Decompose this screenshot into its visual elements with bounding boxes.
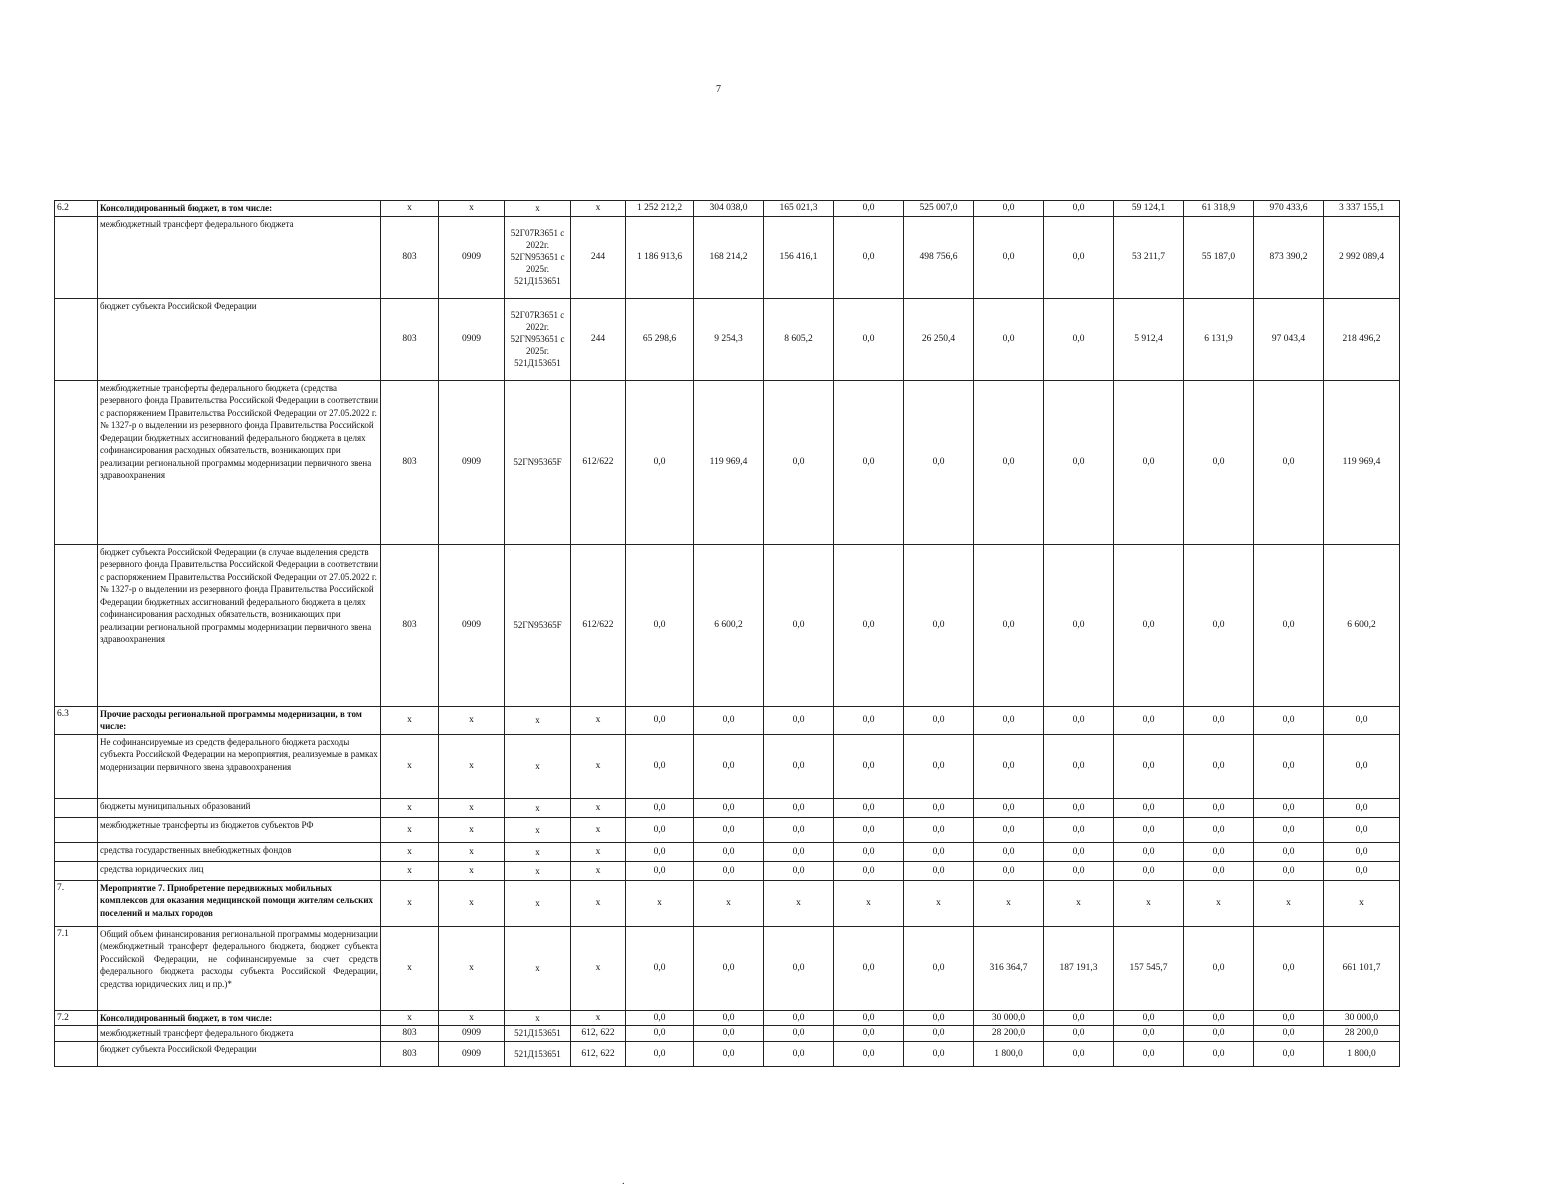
table-row [55,798,1400,817]
row-name: Мероприятие 7. Приобретение передвижных мобильных комплексов для оказания медицинской помощи жителям сельских поселений и малых городов [98,880,381,926]
cell-col-2: 0909 [439,1041,505,1066]
cell-col-8: 0,0 [834,706,904,734]
row-name: средства государственных внебюджетных фондов [98,842,381,861]
cell-col-4: 612/622 [571,380,626,544]
cell-col-2: x [439,706,505,734]
cell-col-3: x [505,817,571,842]
cell-col-13: 55 187,0 [1184,216,1254,298]
cell-col-10: 0,0 [974,861,1044,880]
cell-col-10: 0,0 [974,706,1044,734]
row-number [55,842,98,861]
cell-col-12: 0,0 [1114,842,1184,861]
cell-col-4: x [571,842,626,861]
cell-col-4: x [571,734,626,798]
table-row [55,926,1400,1010]
cell-col-11: 0,0 [1044,817,1114,842]
cell-col-9: 498 756,6 [904,216,974,298]
cell-col-12: 0,0 [1114,1041,1184,1066]
row-name: бюджет субъекта Российской Федерации [98,298,381,380]
cell-col-2: x [439,798,505,817]
cell-col-11: 187 191,3 [1044,926,1114,1010]
cell-col-15: 0,0 [1324,706,1400,734]
cell-col-15: 2 992 089,4 [1324,216,1400,298]
row-name: бюджеты муниципальных образований [98,798,381,817]
cell-col-6: 0,0 [694,1010,764,1026]
cell-col-8: 0,0 [834,1010,904,1026]
cell-col-14: 970 433,6 [1254,201,1324,217]
row-name: Не софинансируемые из средств федерального бюджета расходы субъекта Российской Федерации на мероприятия, реализуемые в рамках модернизации первичного звена здравоохранения [98,734,381,798]
table-row [55,706,1400,734]
cell-col-12: 0,0 [1114,817,1184,842]
cell-col-12: 0,0 [1114,706,1184,734]
cell-col-6: 304 038,0 [694,201,764,217]
cell-col-7: 0,0 [764,734,834,798]
cell-col-15: 0,0 [1324,817,1400,842]
cell-col-12: 0,0 [1114,1010,1184,1026]
cell-col-5: x [626,880,694,926]
cell-col-6: 0,0 [694,926,764,1010]
cell-col-3: 52Г07R3651 с 2022г. 52ГN953651 с 2025г. 521Д153651 [505,298,571,380]
cell-col-9: 0,0 [904,706,974,734]
cell-col-2: 0909 [439,380,505,544]
cell-col-5: 0,0 [626,380,694,544]
cell-col-1: x [381,201,439,217]
cell-col-6: 0,0 [694,861,764,880]
row-name: бюджет субъекта Российской Федерации (в случае выделения средств резервного фонда Правительства Российской Федерации в соответствии с распоряжением Правительства Российской Федерации от 27.05.2022 г. № 1327-р о выделении из резервного фонда Правительства Российской Федерации бюджетных ассигнований федерального бюджета в целях софинансирования расходных обязательств, возникающих при реализации региональной программы модернизации первичного звена здравоохранения [98,544,381,706]
cell-col-13: 0,0 [1184,544,1254,706]
cell-col-8: 0,0 [834,380,904,544]
cell-col-7: 0,0 [764,706,834,734]
cell-col-6: 0,0 [694,798,764,817]
cell-col-6: 0,0 [694,1026,764,1042]
row-number [55,544,98,706]
cell-col-8: 0,0 [834,734,904,798]
cell-col-10: 0,0 [974,216,1044,298]
cell-col-11: 0,0 [1044,861,1114,880]
cell-col-4: 244 [571,298,626,380]
cell-col-9: 0,0 [904,817,974,842]
cell-col-12: 0,0 [1114,544,1184,706]
table-row [55,544,1400,706]
cell-col-12: x [1114,880,1184,926]
cell-col-10: 0,0 [974,817,1044,842]
cell-col-12: 0,0 [1114,380,1184,544]
cell-col-3: 52ГN95365F [505,544,571,706]
cell-col-14: 0,0 [1254,817,1324,842]
cell-col-11: 0,0 [1044,1026,1114,1042]
cell-col-11: 0,0 [1044,706,1114,734]
cell-col-11: 0,0 [1044,544,1114,706]
cell-col-8: 0,0 [834,216,904,298]
cell-col-2: x [439,817,505,842]
cell-col-2: x [439,201,505,217]
cell-col-12: 53 211,7 [1114,216,1184,298]
cell-col-3: x [505,861,571,880]
cell-col-8: 0,0 [834,798,904,817]
table-row [55,861,1400,880]
row-name: Прочие расходы региональной программы модернизации, в том числе: [98,706,381,734]
cell-col-7: 0,0 [764,1041,834,1066]
cell-col-9: 0,0 [904,842,974,861]
cell-col-8: 0,0 [834,298,904,380]
cell-col-11: 0,0 [1044,734,1114,798]
cell-col-5: 0,0 [626,817,694,842]
cell-col-14: 0,0 [1254,842,1324,861]
cell-col-5: 0,0 [626,734,694,798]
cell-col-12: 0,0 [1114,798,1184,817]
cell-col-5: 0,0 [626,1041,694,1066]
cell-col-9: 0,0 [904,544,974,706]
cell-col-2: 0909 [439,544,505,706]
cell-col-4: 244 [571,216,626,298]
row-number: 7.1 [55,926,98,1010]
cell-col-10: 0,0 [974,798,1044,817]
cell-col-8: 0,0 [834,201,904,217]
cell-col-1: x [381,706,439,734]
cell-col-5: 0,0 [626,861,694,880]
cell-col-9: 26 250,4 [904,298,974,380]
cell-col-10: 0,0 [974,380,1044,544]
cell-col-2: 0909 [439,1026,505,1042]
cell-col-6: 168 214,2 [694,216,764,298]
cell-col-11: 0,0 [1044,216,1114,298]
cell-col-10: 316 364,7 [974,926,1044,1010]
cell-col-1: 803 [381,1026,439,1042]
row-number [55,298,98,380]
row-name: средства юридических лиц [98,861,381,880]
cell-col-5: 0,0 [626,1026,694,1042]
cell-col-6: 0,0 [694,706,764,734]
cell-col-15: 661 101,7 [1324,926,1400,1010]
row-name: межбюджетный трансферт федерального бюджета [98,216,381,298]
cell-col-10: 0,0 [974,734,1044,798]
cell-col-2: x [439,926,505,1010]
table-row [55,880,1400,926]
cell-col-4: 612, 622 [571,1026,626,1042]
cell-col-15: 6 600,2 [1324,544,1400,706]
table-row [55,201,1400,217]
cell-col-13: 0,0 [1184,798,1254,817]
cell-col-13: 61 318,9 [1184,201,1254,217]
row-number: 6.2 [55,201,98,217]
cell-col-15: 3 337 155,1 [1324,201,1400,217]
cell-col-14: 0,0 [1254,706,1324,734]
cell-col-3: x [505,201,571,217]
cell-col-9: 0,0 [904,798,974,817]
cell-col-13: 0,0 [1184,1026,1254,1042]
cell-col-14: 0,0 [1254,380,1324,544]
cell-col-4: x [571,817,626,842]
cell-col-12: 0,0 [1114,734,1184,798]
cell-col-1: x [381,861,439,880]
cell-col-11: 0,0 [1044,798,1114,817]
cell-col-7: 0,0 [764,1010,834,1026]
cell-col-11: 0,0 [1044,1010,1114,1026]
table-row [55,1010,1400,1026]
cell-col-1: 803 [381,216,439,298]
cell-col-9: 0,0 [904,380,974,544]
row-number: 7.2 [55,1010,98,1026]
cell-col-9: 525 007,0 [904,201,974,217]
cell-col-10: x [974,880,1044,926]
cell-col-6: 6 600,2 [694,544,764,706]
cell-col-2: 0909 [439,298,505,380]
cell-col-15: 30 000,0 [1324,1010,1400,1026]
cell-col-5: 0,0 [626,926,694,1010]
cell-col-6: 0,0 [694,817,764,842]
cell-col-10: 0,0 [974,842,1044,861]
cell-col-13: 0,0 [1184,926,1254,1010]
row-name: Консолидированный бюджет, в том числе: [98,1010,381,1026]
cell-col-13: 0,0 [1184,1010,1254,1026]
cell-col-14: 873 390,2 [1254,216,1324,298]
cell-col-3: x [505,926,571,1010]
cell-col-3: x [505,842,571,861]
cell-col-1: 803 [381,1041,439,1066]
cell-col-10: 0,0 [974,544,1044,706]
cell-col-12: 157 545,7 [1114,926,1184,1010]
cell-col-1: x [381,880,439,926]
cell-col-15: 0,0 [1324,861,1400,880]
cell-col-14: 0,0 [1254,798,1324,817]
cell-col-10: 28 200,0 [974,1026,1044,1042]
cell-col-7: 0,0 [764,380,834,544]
cell-col-13: 0,0 [1184,706,1254,734]
cell-col-8: 0,0 [834,842,904,861]
cell-col-7: 0,0 [764,544,834,706]
table-row [55,380,1400,544]
table-row [55,1026,1400,1042]
cell-col-9: x [904,880,974,926]
cell-col-4: 612, 622 [571,1041,626,1066]
cell-col-13: 0,0 [1184,817,1254,842]
cell-col-3: 521Д153651 [505,1026,571,1042]
cell-col-13: 6 131,9 [1184,298,1254,380]
cell-col-5: 0,0 [626,798,694,817]
cell-col-12: 0,0 [1114,861,1184,880]
cell-col-2: x [439,842,505,861]
table-row [55,216,1400,298]
cell-col-4: x [571,926,626,1010]
cell-col-1: x [381,842,439,861]
cell-col-2: x [439,1010,505,1026]
cell-col-6: 0,0 [694,734,764,798]
row-number [55,817,98,842]
cell-col-1: 803 [381,298,439,380]
cell-col-1: x [381,926,439,1010]
cell-col-6: x [694,880,764,926]
cell-col-7: 8 605,2 [764,298,834,380]
cell-col-9: 0,0 [904,1041,974,1066]
cell-col-4: x [571,1010,626,1026]
cell-col-14: 0,0 [1254,926,1324,1010]
cell-col-1: x [381,798,439,817]
cell-col-7: 0,0 [764,1026,834,1042]
cell-col-9: 0,0 [904,861,974,880]
cell-col-14: 0,0 [1254,861,1324,880]
cell-col-13: 0,0 [1184,842,1254,861]
cell-col-8: 0,0 [834,1041,904,1066]
cell-col-3: 52Г07R3651 с 2022г. 52ГN953651 с 2025г. 521Д153651 [505,216,571,298]
table-row [55,298,1400,380]
cell-col-7: 156 416,1 [764,216,834,298]
cell-col-1: 803 [381,380,439,544]
cell-col-10: 30 000,0 [974,1010,1044,1026]
row-number [55,734,98,798]
cell-col-1: x [381,734,439,798]
row-number [55,380,98,544]
cell-col-3: x [505,734,571,798]
cell-col-7: 0,0 [764,817,834,842]
cell-col-13: 0,0 [1184,861,1254,880]
cell-col-4: 612/622 [571,544,626,706]
cell-col-9: 0,0 [904,734,974,798]
cell-col-7: 0,0 [764,926,834,1010]
table-row [55,842,1400,861]
cell-col-8: 0,0 [834,544,904,706]
cell-col-14: 97 043,4 [1254,298,1324,380]
row-name: межбюджетные трансферты федерального бюджета (средства резервного фонда Правительства Российской Федерации в соответствии с распоряжением Правительства Российской Федерации от 27.05.2022 г. № 1327-р о выделении из резервного фонда Правительства Российской Федерации бюджетных ассигнований федерального бюджета в целях софинансирования расходных обязательств, возникающих при реализации региональной программы модернизации первичного звена здравоохранения [98,380,381,544]
cell-col-3: 521Д153651 [505,1041,571,1066]
cell-col-5: 1 186 913,6 [626,216,694,298]
cell-col-5: 1 252 212,2 [626,201,694,217]
cell-col-9: 0,0 [904,1026,974,1042]
cell-col-14: 0,0 [1254,544,1324,706]
cell-col-15: 0,0 [1324,734,1400,798]
cell-col-14: 0,0 [1254,1026,1324,1042]
row-name: Консолидированный бюджет, в том числе: [98,201,381,217]
cell-col-7: x [764,880,834,926]
cell-col-1: x [381,1010,439,1026]
row-name: межбюджетные трансферты из бюджетов субъектов РФ [98,817,381,842]
cell-col-3: x [505,798,571,817]
cell-col-6: 9 254,3 [694,298,764,380]
cell-col-11: x [1044,880,1114,926]
cell-col-12: 59 124,1 [1114,201,1184,217]
cell-col-13: 0,0 [1184,1041,1254,1066]
row-name: межбюджетный трансферт федерального бюджета [98,1026,381,1042]
cell-col-15: 0,0 [1324,842,1400,861]
cell-col-5: 0,0 [626,706,694,734]
cell-col-14: 0,0 [1254,1041,1324,1066]
cell-col-1: 803 [381,544,439,706]
cell-col-3: x [505,706,571,734]
cell-col-13: x [1184,880,1254,926]
cell-col-7: 0,0 [764,861,834,880]
cell-col-6: 0,0 [694,842,764,861]
cell-col-5: 0,0 [626,1010,694,1026]
cell-col-11: 0,0 [1044,1041,1114,1066]
cell-col-15: 218 496,2 [1324,298,1400,380]
cell-col-3: 52ГN95365F [505,380,571,544]
cell-col-6: 119 969,4 [694,380,764,544]
cell-col-11: 0,0 [1044,842,1114,861]
budget-table [54,200,1400,1067]
cell-col-14: x [1254,880,1324,926]
table-row [55,1041,1400,1066]
cell-col-8: 0,0 [834,817,904,842]
row-name: бюджет субъекта Российской Федерации [98,1041,381,1066]
cell-col-11: 0,0 [1044,298,1114,380]
cell-col-5: 0,0 [626,842,694,861]
cell-col-1: x [381,817,439,842]
cell-col-7: 0,0 [764,798,834,817]
cell-col-12: 0,0 [1114,1026,1184,1042]
cell-col-11: 0,0 [1044,201,1114,217]
cell-col-9: 0,0 [904,1010,974,1026]
cell-col-2: x [439,880,505,926]
cell-col-7: 0,0 [764,842,834,861]
cell-col-13: 0,0 [1184,734,1254,798]
row-number: 7. [55,880,98,926]
cell-col-15: 28 200,0 [1324,1026,1400,1042]
cell-col-2: 0909 [439,216,505,298]
cell-col-14: 0,0 [1254,734,1324,798]
cell-col-5: 0,0 [626,544,694,706]
cell-col-4: x [571,706,626,734]
cell-col-13: 0,0 [1184,380,1254,544]
cell-col-2: x [439,861,505,880]
cell-col-9: 0,0 [904,926,974,1010]
cell-col-3: x [505,880,571,926]
cell-col-5: 65 298,6 [626,298,694,380]
cell-col-10: 0,0 [974,298,1044,380]
cell-col-8: 0,0 [834,926,904,1010]
page-number: 7 [716,84,721,95]
cell-col-7: 165 021,3 [764,201,834,217]
row-number [55,798,98,817]
row-number [55,1041,98,1066]
cell-col-6: 0,0 [694,1041,764,1066]
cell-col-4: x [571,861,626,880]
cell-col-10: 1 800,0 [974,1041,1044,1066]
row-number: 6.3 [55,706,98,734]
row-number [55,1026,98,1042]
cell-col-2: x [439,734,505,798]
cell-col-14: 0,0 [1254,1010,1324,1026]
row-number [55,216,98,298]
cell-col-12: 5 912,4 [1114,298,1184,380]
cell-col-15: 0,0 [1324,798,1400,817]
cell-col-15: 1 800,0 [1324,1041,1400,1066]
row-number [55,861,98,880]
cell-col-11: 0,0 [1044,380,1114,544]
page-footer-mark: . [622,1176,625,1187]
cell-col-8: 0,0 [834,1026,904,1042]
cell-col-4: x [571,798,626,817]
cell-col-4: x [571,880,626,926]
table-row [55,734,1400,798]
cell-col-8: 0,0 [834,861,904,880]
cell-col-15: x [1324,880,1400,926]
table-row [55,817,1400,842]
cell-col-10: 0,0 [974,201,1044,217]
row-name: Общий объем финансирования региональной программы модернизации (межбюджетный трансферт федерального бюджета, бюджет субъекта Российской Федерации, не софинансируемые за счет средств федерального бюджета расходы субъекта Российской Федерации, средства юридических лиц и пр.)* [98,926,381,1010]
cell-col-8: x [834,880,904,926]
cell-col-15: 119 969,4 [1324,380,1400,544]
cell-col-4: x [571,201,626,217]
cell-col-3: x [505,1010,571,1026]
